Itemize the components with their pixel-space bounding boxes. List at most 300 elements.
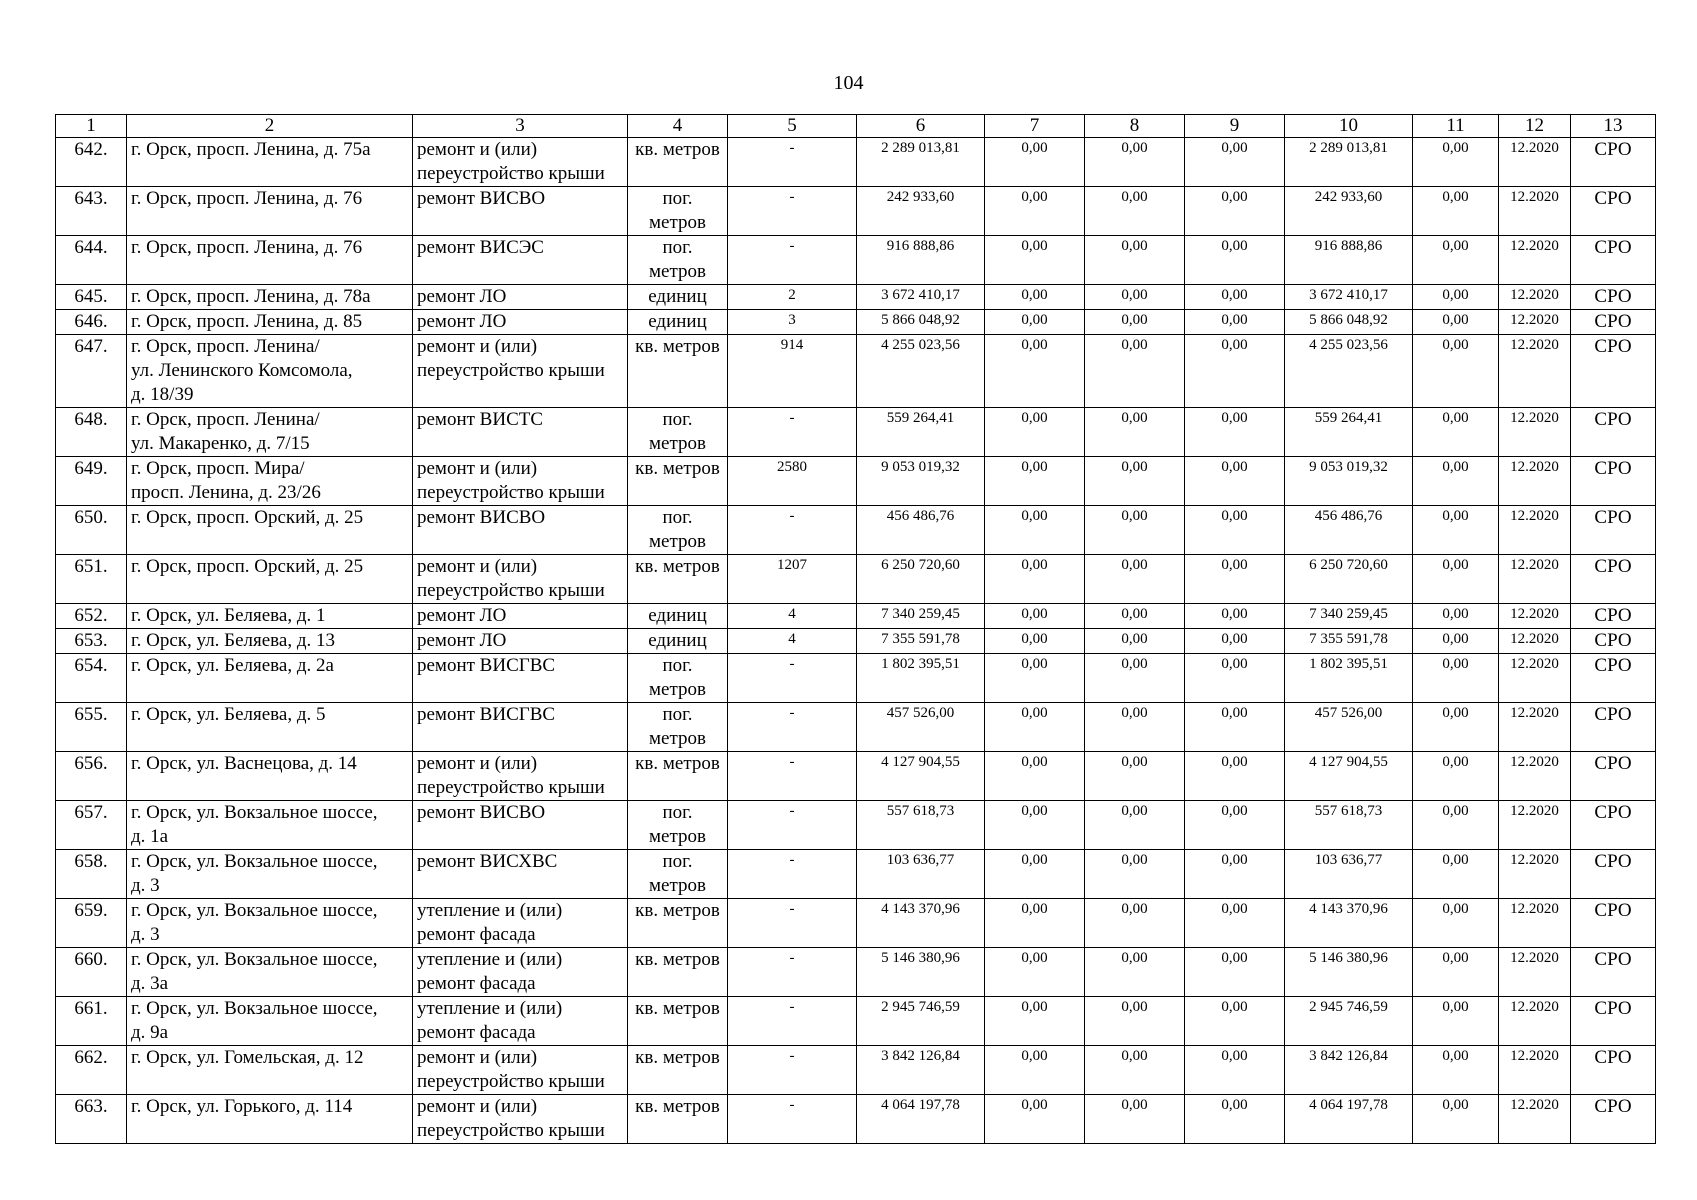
col10-cell: 3 672 410,17: [1285, 285, 1413, 310]
method-cell: СРО: [1571, 408, 1656, 457]
quantity-cell: -: [728, 948, 857, 997]
row-number-cell: 657.: [56, 801, 127, 850]
text-line: г. Орск, ул. Беляева, д. 1: [131, 605, 326, 626]
text-line: ремонт ЛО: [417, 605, 507, 626]
col8-cell: 0,00: [1085, 457, 1185, 506]
quantity-cell: -: [728, 654, 857, 703]
address-cell: [127, 236, 413, 285]
col8-cell: 0,00: [1085, 703, 1185, 752]
table-row: [56, 604, 1656, 629]
table-row: [56, 138, 1656, 187]
work-type-cell: [413, 457, 628, 506]
col10-cell: 6 250 720,60: [1285, 555, 1413, 604]
work-type-cell: [413, 899, 628, 948]
column-number-2: 2: [127, 115, 413, 138]
text-line: ул. Ленинского Комсомола,: [131, 360, 353, 381]
col10-cell: 916 888,86: [1285, 236, 1413, 285]
col11-cell: 0,00: [1413, 850, 1499, 899]
col8-cell: 0,00: [1085, 850, 1185, 899]
col7-cell: 0,00: [985, 187, 1085, 236]
col9-cell: 0,00: [1185, 629, 1285, 654]
text-line: кв. метров: [635, 753, 720, 774]
col10-cell: 7 340 259,45: [1285, 604, 1413, 629]
total-cost-cell: 103 636,77: [857, 850, 985, 899]
quantity-cell: 4: [728, 604, 857, 629]
work-type-cell: [413, 948, 628, 997]
row-number-cell: 655.: [56, 703, 127, 752]
text-line: г. Орск, просп. Ленина/: [131, 336, 320, 357]
method-cell: СРО: [1571, 899, 1656, 948]
work-type-cell: [413, 506, 628, 555]
col11-cell: 0,00: [1413, 801, 1499, 850]
method-cell: СРО: [1571, 285, 1656, 310]
completion-date-cell: 12.2020: [1499, 310, 1571, 335]
address-cell: [127, 801, 413, 850]
col11-cell: 0,00: [1413, 604, 1499, 629]
col10-cell: 5 866 048,92: [1285, 310, 1413, 335]
col10-cell: 2 289 013,81: [1285, 138, 1413, 187]
table-row: [56, 899, 1656, 948]
text-line: ремонт и (или): [417, 1096, 538, 1117]
quantity-cell: 4: [728, 629, 857, 654]
text-line: утепление и (или): [417, 900, 563, 921]
table-row: [56, 703, 1656, 752]
work-type-cell: [413, 335, 628, 408]
col10-cell: 3 842 126,84: [1285, 1046, 1413, 1095]
col11-cell: 0,00: [1413, 899, 1499, 948]
completion-date-cell: 12.2020: [1499, 654, 1571, 703]
text-line: кв. метров: [635, 1047, 720, 1068]
col8-cell: 0,00: [1085, 236, 1185, 285]
text-line: переустройство крыши: [417, 1120, 605, 1141]
col10-cell: 457 526,00: [1285, 703, 1413, 752]
col11-cell: 0,00: [1413, 285, 1499, 310]
work-type-cell: [413, 629, 628, 654]
col11-cell: 0,00: [1413, 555, 1499, 604]
text-line: метров: [649, 679, 706, 700]
text-line: метров: [649, 826, 706, 847]
row-number-cell: 645.: [56, 285, 127, 310]
unit-cell: [628, 457, 728, 506]
quantity-cell: 914: [728, 335, 857, 408]
row-number-cell: 652.: [56, 604, 127, 629]
method-cell: СРО: [1571, 187, 1656, 236]
quantity-cell: -: [728, 703, 857, 752]
text-line: ремонт ВИСВО: [417, 188, 546, 209]
text-line: ремонт фасада: [417, 973, 536, 994]
address-cell: [127, 629, 413, 654]
col11-cell: 0,00: [1413, 187, 1499, 236]
completion-date-cell: 12.2020: [1499, 629, 1571, 654]
col8-cell: 0,00: [1085, 654, 1185, 703]
table-row: [56, 187, 1656, 236]
col9-cell: 0,00: [1185, 555, 1285, 604]
text-line: единиц: [648, 311, 707, 332]
text-line: г. Орск, просп. Орский, д. 25: [131, 507, 364, 528]
text-line: г. Орск, просп. Ленина, д. 85: [131, 311, 363, 332]
text-line: г. Орск, ул. Беляева, д. 2а: [131, 655, 334, 676]
method-cell: СРО: [1571, 703, 1656, 752]
text-line: кв. метров: [635, 900, 720, 921]
address-cell: [127, 703, 413, 752]
col10-cell: 559 264,41: [1285, 408, 1413, 457]
table-row: [56, 948, 1656, 997]
quantity-cell: -: [728, 187, 857, 236]
address-cell: [127, 1046, 413, 1095]
repair-schedule-table: [55, 114, 1656, 1144]
text-line: г. Орск, ул. Горького, д. 114: [131, 1096, 353, 1117]
col8-cell: 0,00: [1085, 310, 1185, 335]
table-row: [56, 850, 1656, 899]
unit-cell: [628, 187, 728, 236]
col7-cell: 0,00: [985, 555, 1085, 604]
col9-cell: 0,00: [1185, 752, 1285, 801]
unit-cell: [628, 801, 728, 850]
address-cell: [127, 408, 413, 457]
col9-cell: 0,00: [1185, 285, 1285, 310]
text-line: г. Орск, ул. Вокзальное шоссе,: [131, 900, 378, 921]
col8-cell: 0,00: [1085, 604, 1185, 629]
text-line: г. Орск, просп. Мира/: [131, 458, 305, 479]
text-line: единиц: [648, 286, 707, 307]
column-number-10: 10: [1285, 115, 1413, 138]
text-line: пог.: [662, 409, 693, 430]
text-line: д. 3: [131, 875, 160, 896]
address-cell: [127, 335, 413, 408]
work-type-cell: [413, 997, 628, 1046]
text-line: пог.: [662, 237, 693, 258]
unit-cell: [628, 335, 728, 408]
text-line: г. Орск, ул. Вокзальное шоссе,: [131, 802, 378, 823]
address-cell: [127, 752, 413, 801]
col7-cell: 0,00: [985, 654, 1085, 703]
col9-cell: 0,00: [1185, 335, 1285, 408]
text-line: ремонт ЛО: [417, 311, 507, 332]
total-cost-cell: 9 053 019,32: [857, 457, 985, 506]
address-cell: [127, 310, 413, 335]
text-line: кв. метров: [635, 949, 720, 970]
col7-cell: 0,00: [985, 948, 1085, 997]
col8-cell: 0,00: [1085, 187, 1185, 236]
text-line: кв. метров: [635, 556, 720, 577]
col7-cell: 0,00: [985, 1095, 1085, 1144]
total-cost-cell: 242 933,60: [857, 187, 985, 236]
col10-cell: 4 255 023,56: [1285, 335, 1413, 408]
work-type-cell: [413, 654, 628, 703]
completion-date-cell: 12.2020: [1499, 801, 1571, 850]
table-row: [56, 654, 1656, 703]
unit-cell: [628, 850, 728, 899]
text-line: пог.: [662, 655, 693, 676]
text-line: ремонт ВИСТС: [417, 409, 544, 430]
col7-cell: 0,00: [985, 285, 1085, 310]
col9-cell: 0,00: [1185, 850, 1285, 899]
text-line: г. Орск, просп. Ленина, д. 75а: [131, 139, 371, 160]
text-line: кв. метров: [635, 998, 720, 1019]
quantity-cell: -: [728, 899, 857, 948]
address-cell: [127, 604, 413, 629]
table-row: [56, 801, 1656, 850]
completion-date-cell: 12.2020: [1499, 187, 1571, 236]
text-line: ремонт и (или): [417, 1047, 538, 1068]
col9-cell: 0,00: [1185, 948, 1285, 997]
col11-cell: 0,00: [1413, 408, 1499, 457]
quantity-cell: -: [728, 752, 857, 801]
col9-cell: 0,00: [1185, 310, 1285, 335]
method-cell: СРО: [1571, 555, 1656, 604]
total-cost-cell: 6 250 720,60: [857, 555, 985, 604]
column-number-11: 11: [1413, 115, 1499, 138]
col9-cell: 0,00: [1185, 801, 1285, 850]
work-type-cell: [413, 310, 628, 335]
work-type-cell: [413, 850, 628, 899]
col9-cell: 0,00: [1185, 187, 1285, 236]
work-type-cell: [413, 285, 628, 310]
text-line: г. Орск, ул. Вокзальное шоссе,: [131, 949, 378, 970]
col11-cell: 0,00: [1413, 1095, 1499, 1144]
col10-cell: 557 618,73: [1285, 801, 1413, 850]
quantity-cell: -: [728, 997, 857, 1046]
text-line: переустройство крыши: [417, 580, 605, 601]
method-cell: СРО: [1571, 997, 1656, 1046]
unit-cell: [628, 285, 728, 310]
row-number-cell: 656.: [56, 752, 127, 801]
col9-cell: 0,00: [1185, 1095, 1285, 1144]
col8-cell: 0,00: [1085, 801, 1185, 850]
text-line: ремонт ВИСЭС: [417, 237, 544, 258]
col8-cell: 0,00: [1085, 997, 1185, 1046]
col8-cell: 0,00: [1085, 335, 1185, 408]
total-cost-cell: 5 146 380,96: [857, 948, 985, 997]
column-number-12: 12: [1499, 115, 1571, 138]
address-cell: [127, 948, 413, 997]
completion-date-cell: 12.2020: [1499, 506, 1571, 555]
address-cell: [127, 850, 413, 899]
address-cell: [127, 899, 413, 948]
col11-cell: 0,00: [1413, 335, 1499, 408]
completion-date-cell: 12.2020: [1499, 335, 1571, 408]
text-line: метров: [649, 531, 706, 552]
text-line: г. Орск, ул. Васнецова, д. 14: [131, 753, 357, 774]
col8-cell: 0,00: [1085, 629, 1185, 654]
total-cost-cell: 7 340 259,45: [857, 604, 985, 629]
text-line: г. Орск, ул. Гомельская, д. 12: [131, 1047, 364, 1068]
column-number-9: 9: [1185, 115, 1285, 138]
text-line: ремонт и (или): [417, 753, 538, 774]
col11-cell: 0,00: [1413, 948, 1499, 997]
row-number-cell: 650.: [56, 506, 127, 555]
text-line: утепление и (или): [417, 998, 563, 1019]
col10-cell: 9 053 019,32: [1285, 457, 1413, 506]
col8-cell: 0,00: [1085, 899, 1185, 948]
table-row: [56, 310, 1656, 335]
unit-cell: [628, 752, 728, 801]
quantity-cell: -: [728, 506, 857, 555]
method-cell: СРО: [1571, 236, 1656, 285]
text-line: переустройство крыши: [417, 777, 605, 798]
text-line: ремонт ВИСГВС: [417, 655, 556, 676]
address-cell: [127, 997, 413, 1046]
text-line: кв. метров: [635, 139, 720, 160]
text-line: метров: [649, 433, 706, 454]
method-cell: СРО: [1571, 948, 1656, 997]
row-number-cell: 644.: [56, 236, 127, 285]
table-row: [56, 335, 1656, 408]
col8-cell: 0,00: [1085, 408, 1185, 457]
text-line: кв. метров: [635, 336, 720, 357]
quantity-cell: -: [728, 1095, 857, 1144]
text-line: кв. метров: [635, 1096, 720, 1117]
text-line: ремонт и (или): [417, 556, 538, 577]
work-type-cell: [413, 408, 628, 457]
col7-cell: 0,00: [985, 506, 1085, 555]
text-line: пог.: [662, 851, 693, 872]
work-type-cell: [413, 138, 628, 187]
column-number-4: 4: [628, 115, 728, 138]
col7-cell: 0,00: [985, 335, 1085, 408]
text-line: ремонт и (или): [417, 458, 538, 479]
total-cost-cell: 557 618,73: [857, 801, 985, 850]
total-cost-cell: 3 672 410,17: [857, 285, 985, 310]
text-line: д. 3: [131, 924, 160, 945]
row-number-cell: 661.: [56, 997, 127, 1046]
col9-cell: 0,00: [1185, 506, 1285, 555]
text-line: переустройство крыши: [417, 1071, 605, 1092]
completion-date-cell: 12.2020: [1499, 997, 1571, 1046]
col8-cell: 0,00: [1085, 555, 1185, 604]
work-type-cell: [413, 604, 628, 629]
completion-date-cell: 12.2020: [1499, 703, 1571, 752]
text-line: ремонт ВИСВО: [417, 507, 546, 528]
col7-cell: 0,00: [985, 629, 1085, 654]
col8-cell: 0,00: [1085, 948, 1185, 997]
unit-cell: [628, 236, 728, 285]
completion-date-cell: 12.2020: [1499, 604, 1571, 629]
quantity-cell: 3: [728, 310, 857, 335]
quantity-cell: -: [728, 1046, 857, 1095]
method-cell: СРО: [1571, 604, 1656, 629]
row-number-cell: 660.: [56, 948, 127, 997]
unit-cell: [628, 408, 728, 457]
table-row: [56, 285, 1656, 310]
col8-cell: 0,00: [1085, 285, 1185, 310]
quantity-cell: 2: [728, 285, 857, 310]
col7-cell: 0,00: [985, 604, 1085, 629]
text-line: г. Орск, просп. Ленина, д. 76: [131, 237, 363, 258]
quantity-cell: -: [728, 236, 857, 285]
completion-date-cell: 12.2020: [1499, 555, 1571, 604]
address-cell: [127, 555, 413, 604]
col11-cell: 0,00: [1413, 506, 1499, 555]
text-line: пог.: [662, 188, 693, 209]
col7-cell: 0,00: [985, 236, 1085, 285]
table-row: [56, 629, 1656, 654]
col8-cell: 0,00: [1085, 138, 1185, 187]
method-cell: СРО: [1571, 335, 1656, 408]
row-number-cell: 658.: [56, 850, 127, 899]
text-line: д. 9а: [131, 1022, 169, 1043]
col9-cell: 0,00: [1185, 1046, 1285, 1095]
col11-cell: 0,00: [1413, 236, 1499, 285]
col7-cell: 0,00: [985, 850, 1085, 899]
text-line: переустройство крыши: [417, 360, 605, 381]
unit-cell: [628, 654, 728, 703]
col8-cell: 0,00: [1085, 1095, 1185, 1144]
completion-date-cell: 12.2020: [1499, 457, 1571, 506]
text-line: ремонт ЛО: [417, 286, 507, 307]
text-line: просп. Ленина, д. 23/26: [131, 482, 321, 503]
text-line: пог.: [662, 802, 693, 823]
completion-date-cell: 12.2020: [1499, 899, 1571, 948]
quantity-cell: -: [728, 801, 857, 850]
text-line: г. Орск, ул. Вокзальное шоссе,: [131, 851, 378, 872]
total-cost-cell: 4 127 904,55: [857, 752, 985, 801]
total-cost-cell: 4 064 197,78: [857, 1095, 985, 1144]
completion-date-cell: 12.2020: [1499, 752, 1571, 801]
completion-date-cell: 12.2020: [1499, 236, 1571, 285]
col7-cell: 0,00: [985, 310, 1085, 335]
col10-cell: 7 355 591,78: [1285, 629, 1413, 654]
text-line: д. 3а: [131, 973, 169, 994]
col9-cell: 0,00: [1185, 138, 1285, 187]
col10-cell: 1 802 395,51: [1285, 654, 1413, 703]
unit-cell: [628, 310, 728, 335]
row-number-cell: 651.: [56, 555, 127, 604]
address-cell: [127, 457, 413, 506]
row-number-cell: 647.: [56, 335, 127, 408]
completion-date-cell: 12.2020: [1499, 408, 1571, 457]
row-number-cell: 642.: [56, 138, 127, 187]
col9-cell: 0,00: [1185, 457, 1285, 506]
address-cell: [127, 138, 413, 187]
text-line: метров: [649, 875, 706, 896]
work-type-cell: [413, 1095, 628, 1144]
method-cell: СРО: [1571, 1046, 1656, 1095]
row-number-cell: 659.: [56, 899, 127, 948]
col8-cell: 0,00: [1085, 1046, 1185, 1095]
total-cost-cell: 1 802 395,51: [857, 654, 985, 703]
method-cell: СРО: [1571, 506, 1656, 555]
text-line: г. Орск, ул. Беляева, д. 5: [131, 704, 326, 725]
text-line: единиц: [648, 605, 707, 626]
text-line: пог.: [662, 704, 693, 725]
unit-cell: [628, 555, 728, 604]
address-cell: [127, 1095, 413, 1144]
text-line: ул. Макаренко, д. 7/15: [131, 433, 310, 454]
col11-cell: 0,00: [1413, 138, 1499, 187]
method-cell: СРО: [1571, 850, 1656, 899]
col11-cell: 0,00: [1413, 654, 1499, 703]
text-line: переустройство крыши: [417, 163, 605, 184]
col7-cell: 0,00: [985, 1046, 1085, 1095]
col11-cell: 0,00: [1413, 703, 1499, 752]
table-row: [56, 752, 1656, 801]
text-line: утепление и (или): [417, 949, 563, 970]
total-cost-cell: 5 866 048,92: [857, 310, 985, 335]
quantity-cell: 1207: [728, 555, 857, 604]
col11-cell: 0,00: [1413, 310, 1499, 335]
col7-cell: 0,00: [985, 752, 1085, 801]
col9-cell: 0,00: [1185, 899, 1285, 948]
quantity-cell: -: [728, 408, 857, 457]
text-line: ремонт ВИСВО: [417, 802, 546, 823]
unit-cell: [628, 629, 728, 654]
method-cell: СРО: [1571, 457, 1656, 506]
col7-cell: 0,00: [985, 408, 1085, 457]
text-line: г. Орск, просп. Орский, д. 25: [131, 556, 364, 577]
row-number-cell: 649.: [56, 457, 127, 506]
text-line: г. Орск, просп. Ленина, д. 78а: [131, 286, 371, 307]
